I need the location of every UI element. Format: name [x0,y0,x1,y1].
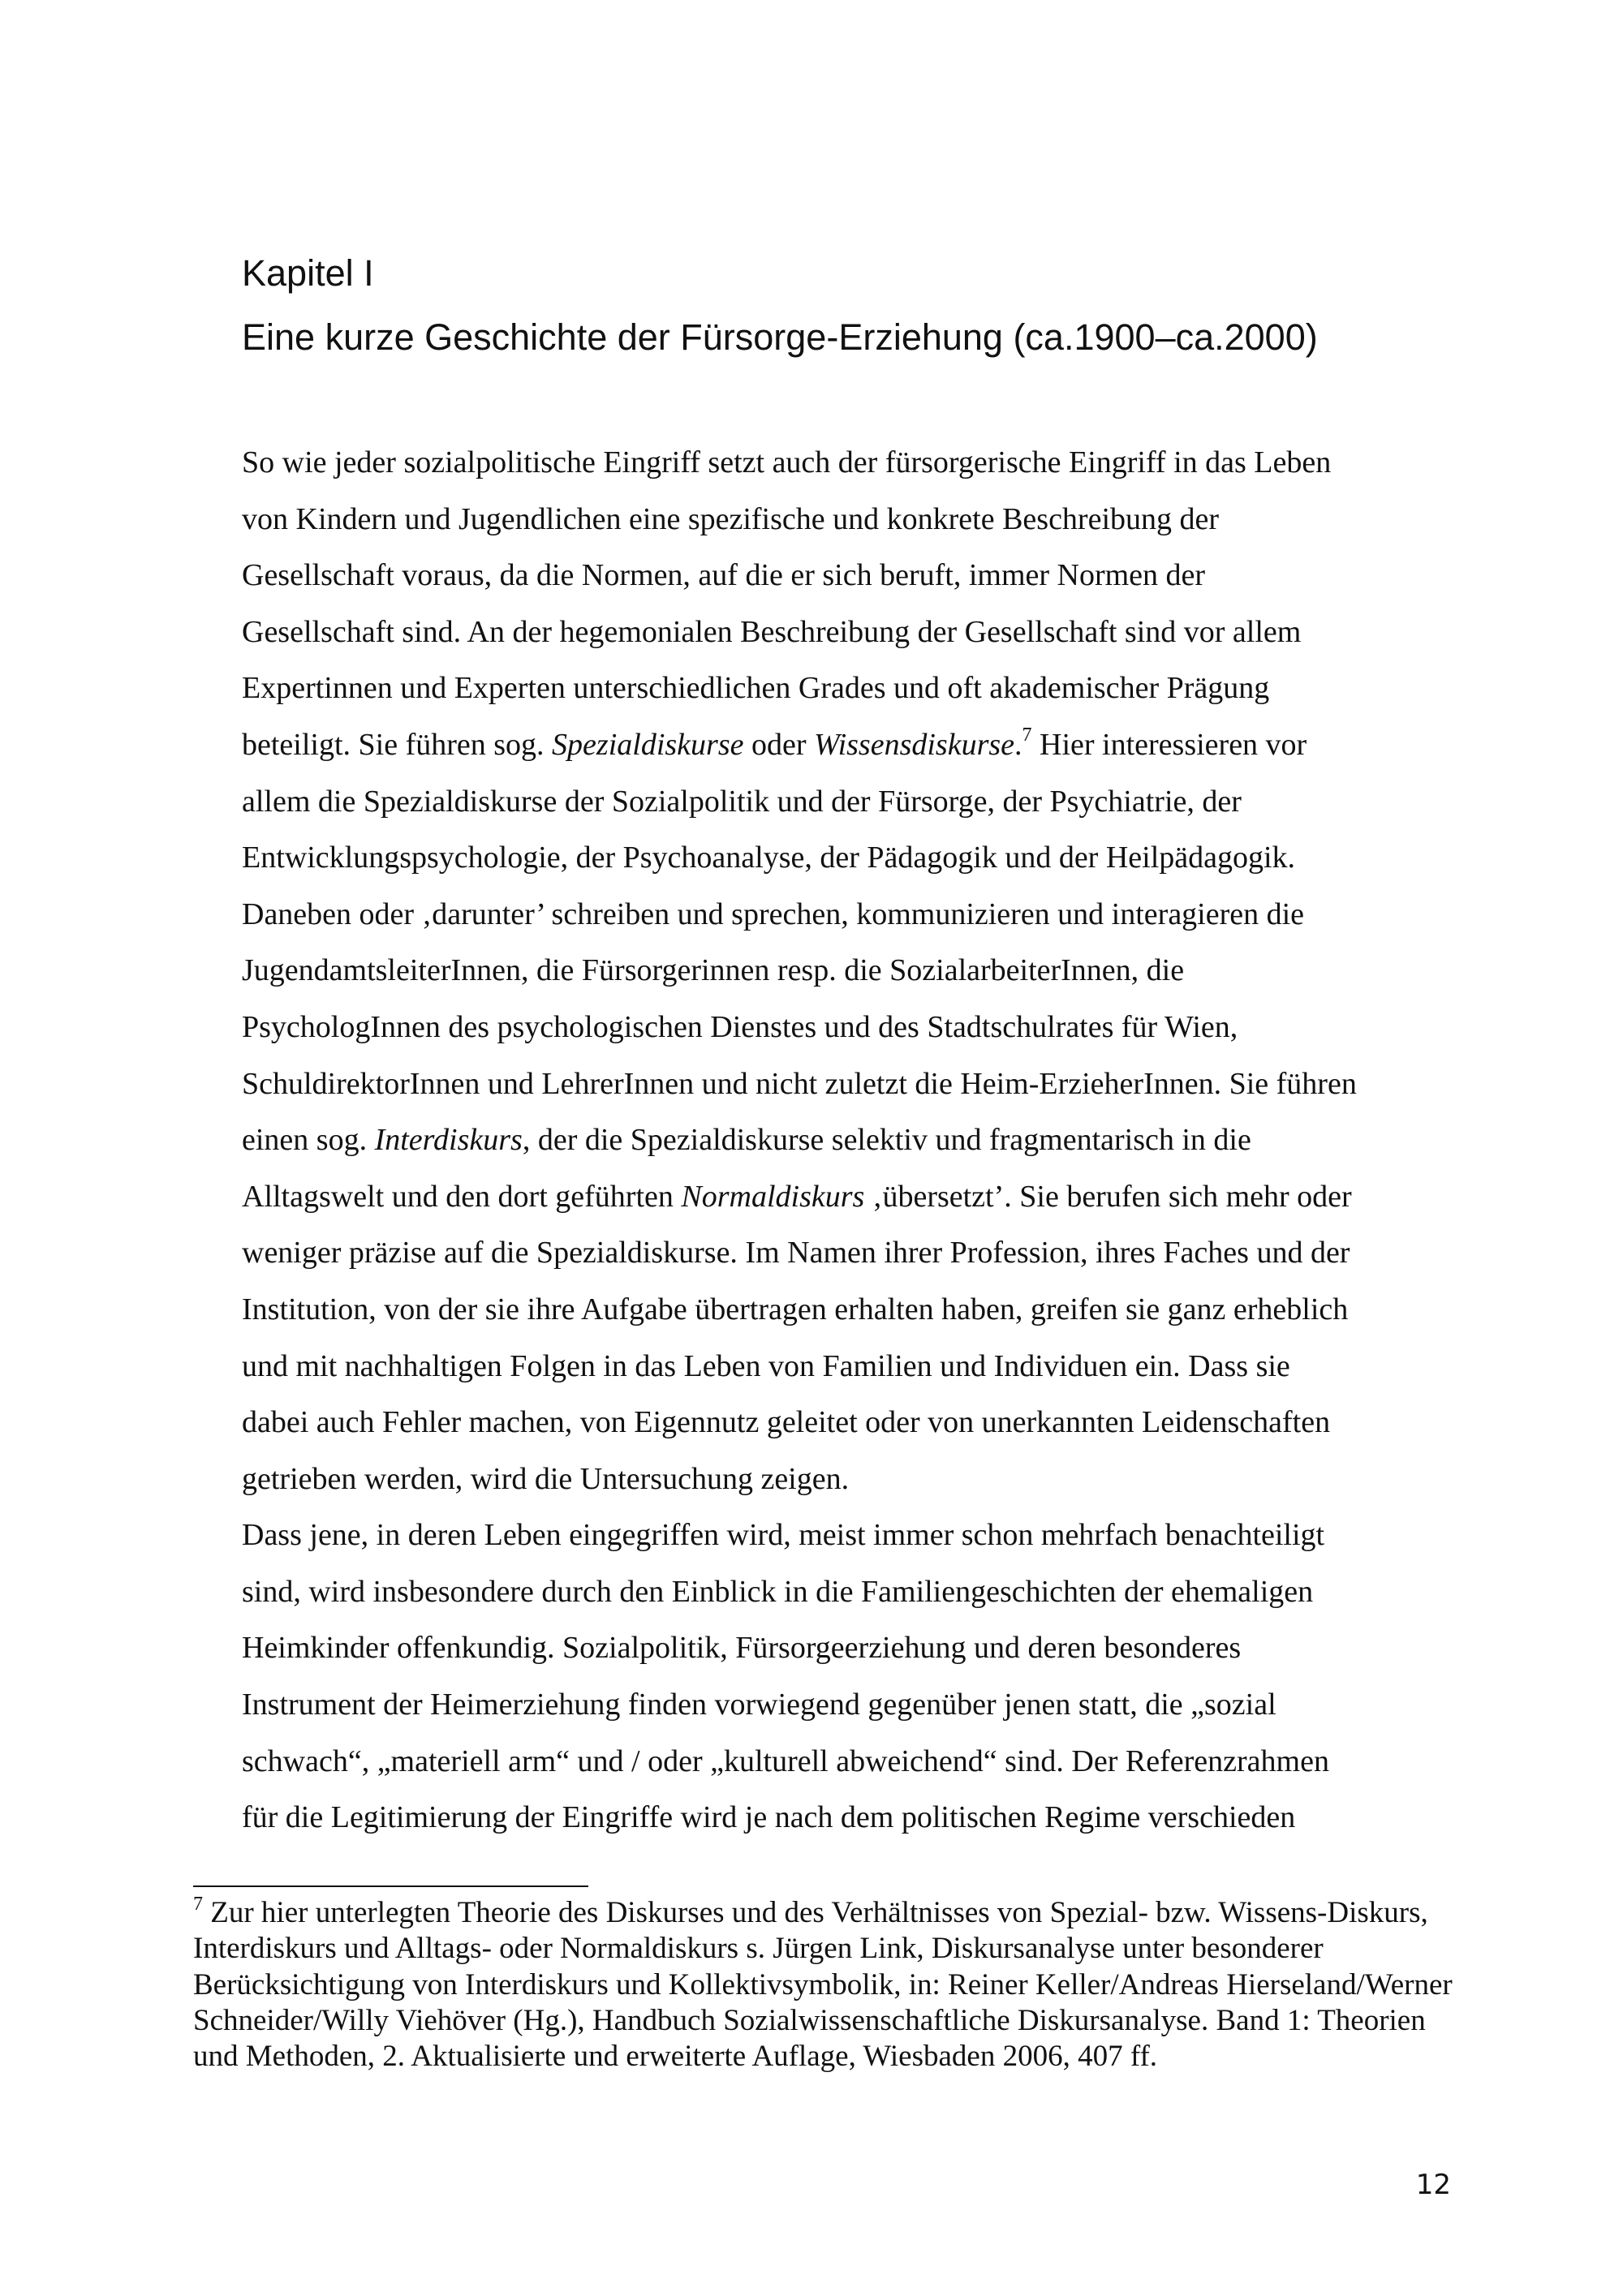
body-line [242,717,1459,774]
footnote-text: Zur hier unterlegten Theorie des Diskurses und des Verhältnisses von Spezial- bzw. Wissens-Diskurs, Interdiskurs und Alltags- oder Normaldiskurs s. Jürgen Link, Diskursanalyse unter besonderer Berücksichtigung von Interdiskurs und Kollektivsymbolik, in: Reiner Keller/Andreas Hierseland/Werner Schneider/Willy Viehöver (Hg.), Handbuch Sozialwissenschaftliche Diskursanalyse. Band 1: Theorien und Methoden, 2. Aktualisierte und erweiterte Auflage, Wiesbaden 2006, 407 ff. [193,1896,1453,2074]
body-line: schwach“, „materiell arm“ und / oder „kulturell abweichend“ sind. Der Referenzrahmen [242,1743,1329,1778]
footnote-marker: 7 [193,1894,203,1915]
body-line: für die Legitimierung der Eingriffe wird je nach dem politischen Regime verschieden [242,1800,1296,1835]
body-line: Institution, von der sie ihre Aufgabe übertragen erhalten haben, greifen sie ganz erheblich [242,1292,1349,1326]
body-text-segment: , der die Spezialdiskurse selektiv und fragmentarisch in die [522,1123,1251,1158]
body-line: Heimkinder offenkundig. Sozialpolitik, Fürsorgeerziehung und deren besonderes [242,1631,1242,1666]
body-text-segment: oder [743,727,815,762]
term-normaldiskurs: Normaldiskurs [681,1179,865,1214]
body-line: Expertinnen und Experten unterschiedlichen Grades und oft akademischer Prägung [242,671,1270,706]
chapter-label: Kapitel I [242,252,374,294]
term-interdiskurs: Interdiskurs [374,1123,523,1158]
body-text-segment: beteiligt. Sie führen sog. [242,727,553,762]
term-spezialdiskurse: Spezialdiskurse [552,727,744,762]
body-line: Dass jene, in deren Leben eingegriffen wird, meist immer schon mehrfach benachteiligt [242,1518,1325,1553]
body-line: sind, wird insbesondere durch den Einblick in die Familiengeschichten der ehemaligen [242,1574,1314,1609]
body-line: Entwicklungspsychologie, der Psychoanalyse, der Pädagogik und der Heilpädagogik. [242,841,1296,875]
body-line: getrieben werden, wird die Untersuchung zeigen. [242,1461,850,1496]
body-line: und mit nachhaltigen Folgen in das Leben von Familien und Individuen ein. Dass sie [242,1348,1290,1383]
body-line: weniger präzise auf die Spezialdiskurse. Im Namen ihrer Profession, ihres Faches und der [242,1236,1350,1271]
body-line: allem die Spezialdiskurse der Sozialpolitik und der Fürsorge, der Psychiatrie, der [242,784,1242,819]
body-line: Gesellschaft sind. An der hegemonialen Beschreibung der Gesellschaft sind vor allem [242,614,1302,649]
body-line: dabei auch Fehler machen, von Eigennutz geleitet oder von unerkannten Leidenschaften [242,1405,1331,1440]
body-line: Gesellschaft voraus, da die Normen, auf die er sich beruft, immer Normen der [242,558,1206,593]
body-line [242,1169,1459,1226]
body-line: Instrument der Heimerziehung finden vorwiegend gegenüber jenen statt, die „sozial [242,1688,1276,1722]
footnote-separator [193,1885,588,1887]
body-line: PsychologInnen des psychologischen Dienstes und des Stadtschulrates für Wien, [242,1009,1238,1044]
body-text-segment: einen sog. [242,1123,375,1158]
footnote [193,1895,1459,2075]
body-text-segment: Hier interessieren vor [1031,727,1307,762]
body-text-segment: ‚übersetzt’. Sie berufen sich mehr oder [864,1179,1352,1214]
body-text-segment: Alltagswelt und den dort geführten [242,1179,682,1214]
body-paragraphs [242,435,1459,1847]
page-number: 12 [1415,2169,1451,2201]
body-line: So wie jeder sozialpolitische Eingriff setzt auch der fürsorgerische Eingriff in das Leben [242,445,1332,479]
body-line [242,1112,1459,1169]
term-wissensdiskurse: Wissensdiskurse [814,727,1015,762]
body-line: Daneben oder ‚darunter’ schreiben und sprechen, kommunizieren und interagieren die [242,896,1305,931]
body-line: von Kindern und Jugendlichen eine spezifische und konkrete Beschreibung der [242,501,1220,536]
body-line: JugendamtsleiterInnen, die Fürsorgerinnen resp. die SozialarbeiterInnen, die [242,953,1185,988]
chapter-title: Eine kurze Geschichte der Fürsorge-Erziehung (ca.1900–ca.2000) [242,316,1318,358]
footnote-reference[interactable]: 7 [1022,724,1032,746]
body-text-segment: . [1014,727,1022,762]
body-line: SchuldirektorInnen und LehrerInnen und nicht zuletzt die Heim-ErzieherInnen. Sie führen [242,1066,1357,1101]
